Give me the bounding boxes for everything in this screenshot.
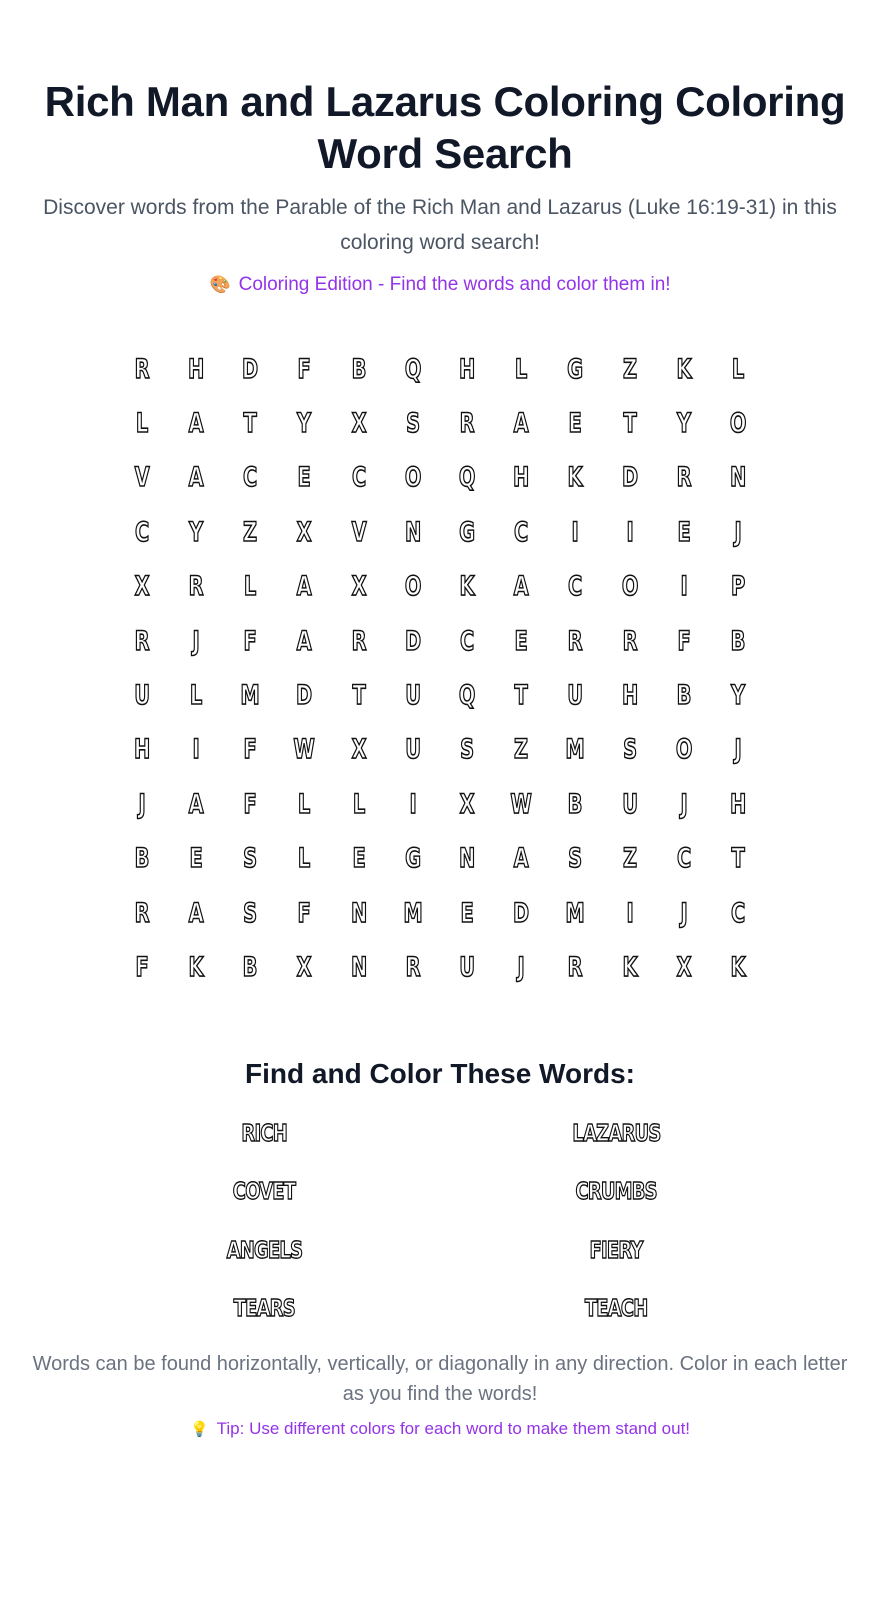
grid-cell[interactable]: I <box>626 516 634 548</box>
page-title: Rich Man and Lazarus Coloring Coloring Word Search <box>44 78 846 177</box>
grid-cell[interactable]: R <box>405 951 421 983</box>
lightbulb-icon: 💡 <box>189 1420 209 1438</box>
grid-cell[interactable]: L <box>244 571 257 603</box>
grid-cell[interactable]: A <box>513 843 529 875</box>
grid-cell[interactable]: X <box>459 788 475 820</box>
grid-cell[interactable]: A <box>513 408 529 440</box>
word-list-item <box>440 1280 792 1339</box>
grid-cell[interactable]: R <box>134 625 150 657</box>
grid-cell[interactable]: H <box>188 353 205 385</box>
grid-cell[interactable]: Y <box>189 516 204 548</box>
word-search-grid <box>115 342 765 995</box>
grid-cell[interactable]: N <box>350 951 367 983</box>
grid-cell[interactable]: H <box>458 353 476 385</box>
grid-cell[interactable]: A <box>188 408 204 440</box>
grid-cell[interactable]: C <box>730 897 746 929</box>
grid-cell[interactable]: U <box>134 680 150 712</box>
grid-cell[interactable]: B <box>568 788 583 820</box>
grid-cell[interactable]: E <box>297 462 312 494</box>
grid-cell[interactable]: J <box>680 897 688 929</box>
grid-cell[interactable]: S <box>568 843 583 875</box>
instructions: Words can be found horizontally, vertically, or diagonally in any direction. Color in each letter as you find the words! <box>32 1352 848 1405</box>
grid-cell[interactable]: G <box>459 516 476 548</box>
grid-cell[interactable]: B <box>134 843 150 875</box>
grid-cell[interactable]: J <box>192 625 200 657</box>
grid-cell[interactable]: E <box>189 843 203 875</box>
grid-cell[interactable]: I <box>571 516 580 548</box>
grid-cell[interactable]: U <box>621 788 638 820</box>
grid-cell[interactable]: M <box>565 734 586 766</box>
grid-cell[interactable]: R <box>567 625 583 657</box>
word-list-item <box>88 1222 440 1281</box>
grid-cell[interactable]: H <box>729 788 747 820</box>
palette-icon: 🎨 <box>209 275 231 294</box>
grid-cell[interactable]: J <box>138 788 146 820</box>
word-label: CRUMBS <box>575 1179 657 1206</box>
grid-cell[interactable]: S <box>243 843 258 875</box>
grid-cell[interactable]: U <box>459 951 475 983</box>
grid-cell[interactable]: Z <box>243 516 258 548</box>
grid-cell[interactable]: U <box>405 734 421 766</box>
grid-cell[interactable]: X <box>134 571 150 603</box>
grid-cell[interactable]: Y <box>297 408 312 440</box>
grid-cell[interactable]: C <box>459 625 475 657</box>
grid-cell[interactable]: K <box>459 571 475 603</box>
word-list <box>88 1105 792 1339</box>
grid-cell[interactable]: J <box>680 788 688 820</box>
grid-cell[interactable]: D <box>296 680 313 712</box>
grid-cell[interactable]: H <box>621 680 638 712</box>
grid-cell[interactable]: V <box>351 516 367 548</box>
page <box>0 76 880 1442</box>
edition-banner <box>0 272 880 298</box>
grid-cell[interactable]: B <box>242 951 258 983</box>
grid-cell[interactable]: B <box>676 680 692 712</box>
grid-cell[interactable]: R <box>567 951 583 983</box>
grid-cell[interactable]: X <box>351 408 367 440</box>
grid-cell[interactable]: S <box>243 897 258 929</box>
grid-cell[interactable]: S <box>622 734 637 766</box>
grid-cell[interactable]: K <box>676 353 692 385</box>
grid-cell[interactable]: R <box>676 462 692 494</box>
grid-cell[interactable]: Z <box>622 843 637 875</box>
grid-cell[interactable]: Y <box>730 680 746 712</box>
grid-cell[interactable]: J <box>734 516 742 548</box>
grid-cell[interactable]: E <box>677 516 691 548</box>
grid-cell[interactable]: T <box>514 680 528 712</box>
grid-cell[interactable]: L <box>189 680 203 712</box>
grid-cell[interactable]: C <box>568 571 583 603</box>
grid-cell[interactable]: W <box>293 734 316 766</box>
grid-cell[interactable]: F <box>677 625 691 657</box>
grid-cell[interactable]: D <box>404 625 421 657</box>
grid-cell[interactable]: W <box>510 788 533 820</box>
grid-cell[interactable]: A <box>188 462 204 494</box>
page-subtitle: Discover words from the Parable of the Rich Man and Lazarus (Luke 16:19-31) in this coloring word search! <box>43 196 837 254</box>
grid-cell[interactable]: M <box>565 897 586 929</box>
grid-cell[interactable]: F <box>243 625 257 657</box>
grid-cell[interactable]: L <box>515 353 528 385</box>
word-list-item <box>440 1222 792 1281</box>
word-label: ANGELS <box>226 1237 302 1264</box>
grid-cell[interactable]: C <box>676 843 691 875</box>
grid-cell[interactable]: I <box>192 734 200 766</box>
grid-cell[interactable]: Q <box>458 680 476 712</box>
grid-cell[interactable]: A <box>188 788 204 820</box>
grid-cell[interactable]: I <box>409 788 417 820</box>
word-list-title: Find and Color These Words: <box>245 1057 635 1089</box>
grid-cell[interactable]: O <box>729 408 747 440</box>
grid-cell[interactable]: A <box>513 571 529 603</box>
grid-cell[interactable]: J <box>517 951 525 983</box>
grid-cell[interactable]: Y <box>676 408 691 440</box>
grid-cell[interactable]: X <box>351 734 367 766</box>
grid-cell[interactable]: Q <box>458 462 476 494</box>
word-list-item <box>88 1163 440 1222</box>
grid-cell[interactable]: F <box>243 734 257 766</box>
grid-cell[interactable]: C <box>351 462 366 494</box>
tip-text: Tip: Use different colors for each word to make them stand out! <box>216 1418 691 1438</box>
grid-cell[interactable]: D <box>621 462 638 494</box>
grid-cell[interactable]: R <box>134 353 150 385</box>
grid-cell[interactable]: L <box>352 788 365 820</box>
grid-cell[interactable]: T <box>243 408 257 440</box>
grid-cell[interactable]: L <box>298 788 311 820</box>
grid-cell[interactable]: I <box>680 571 688 603</box>
grid-cell[interactable]: P <box>730 571 746 603</box>
tip <box>0 1417 880 1442</box>
word-label: COVET <box>232 1179 296 1206</box>
word-label: LAZARUS <box>571 1120 661 1147</box>
grid-cell[interactable]: X <box>297 951 313 983</box>
grid-cell[interactable]: I <box>626 897 634 929</box>
grid-cell[interactable]: L <box>135 408 149 440</box>
grid-cell[interactable]: F <box>243 788 257 820</box>
grid-cell[interactable]: O <box>621 571 638 603</box>
grid-cell[interactable]: E <box>460 897 474 929</box>
grid-cell[interactable]: F <box>297 353 312 385</box>
grid-cell[interactable]: J <box>734 734 742 766</box>
word-label: TEACH <box>584 1296 648 1323</box>
grid-cell[interactable]: A <box>297 571 313 603</box>
word-label: TEARS <box>233 1296 295 1323</box>
grid-cell[interactable]: G <box>404 843 421 875</box>
grid-cell[interactable]: S <box>405 408 420 440</box>
edition-text: Coloring Edition - Find the words and color them in! <box>238 274 671 295</box>
grid-cell[interactable]: A <box>188 897 204 929</box>
grid-cell[interactable]: H <box>133 734 151 766</box>
grid-cell[interactable]: H <box>513 462 530 494</box>
grid-cell[interactable]: X <box>351 571 367 603</box>
word-label: RICH <box>241 1120 287 1147</box>
grid-cell[interactable]: K <box>188 951 204 983</box>
grid-cell[interactable]: M <box>240 680 261 712</box>
grid-cell[interactable]: E <box>514 625 528 657</box>
grid-cell[interactable]: K <box>567 462 584 494</box>
grid-cell[interactable]: R <box>459 408 475 440</box>
grid-cell[interactable]: M <box>403 897 423 929</box>
grid-cell[interactable]: C <box>514 516 529 548</box>
grid-cell[interactable]: E <box>568 408 583 440</box>
grid-cell[interactable]: A <box>297 625 313 657</box>
grid-cell[interactable]: C <box>134 516 150 548</box>
grid-cell[interactable]: Z <box>514 734 529 766</box>
grid-cell[interactable]: O <box>404 571 422 603</box>
grid-cell[interactable]: T <box>352 680 366 712</box>
word-list-item <box>88 1280 440 1339</box>
grid-cell[interactable]: K <box>622 951 638 983</box>
grid-cell[interactable]: L <box>298 843 311 875</box>
word-list-item <box>440 1105 792 1164</box>
grid-cell[interactable]: R <box>351 625 367 657</box>
grid-cell[interactable]: G <box>567 353 584 385</box>
word-list-item <box>88 1105 440 1164</box>
grid-cell[interactable]: D <box>513 897 530 929</box>
grid-cell[interactable]: T <box>623 408 637 440</box>
grid-cell[interactable]: V <box>134 462 150 494</box>
grid-cell[interactable]: Q <box>404 353 422 385</box>
grid-cell[interactable]: Z <box>622 353 637 385</box>
grid-cell[interactable]: D <box>242 353 259 385</box>
grid-cell[interactable]: R <box>188 571 204 603</box>
grid-cell[interactable]: O <box>675 734 693 766</box>
grid-cell[interactable]: X <box>676 951 692 983</box>
grid-cell[interactable]: R <box>622 625 638 657</box>
grid-cell[interactable]: U <box>567 680 584 712</box>
grid-cell[interactable]: L <box>731 353 745 385</box>
grid-cell[interactable]: O <box>404 462 422 494</box>
grid-cell[interactable]: T <box>731 843 745 875</box>
grid-cell[interactable]: C <box>243 462 258 494</box>
grid-cell[interactable]: F <box>135 951 149 983</box>
grid-cell[interactable]: R <box>134 897 150 929</box>
grid-cell[interactable]: B <box>730 625 746 657</box>
word-list-item <box>440 1163 792 1222</box>
grid-cell[interactable]: N <box>458 843 476 875</box>
grid-cell[interactable]: N <box>350 897 367 929</box>
grid-cell[interactable]: E <box>352 843 366 875</box>
grid-cell[interactable]: U <box>405 680 421 712</box>
grid-cell[interactable]: X <box>297 516 313 548</box>
word-label: FIERY <box>589 1237 643 1264</box>
grid-cell[interactable]: N <box>729 462 747 494</box>
grid-cell[interactable]: S <box>460 734 475 766</box>
grid-cell[interactable]: F <box>297 897 312 929</box>
grid-cell[interactable]: K <box>730 951 746 983</box>
grid-cell[interactable]: B <box>351 353 367 385</box>
grid-cell[interactable]: N <box>404 516 422 548</box>
